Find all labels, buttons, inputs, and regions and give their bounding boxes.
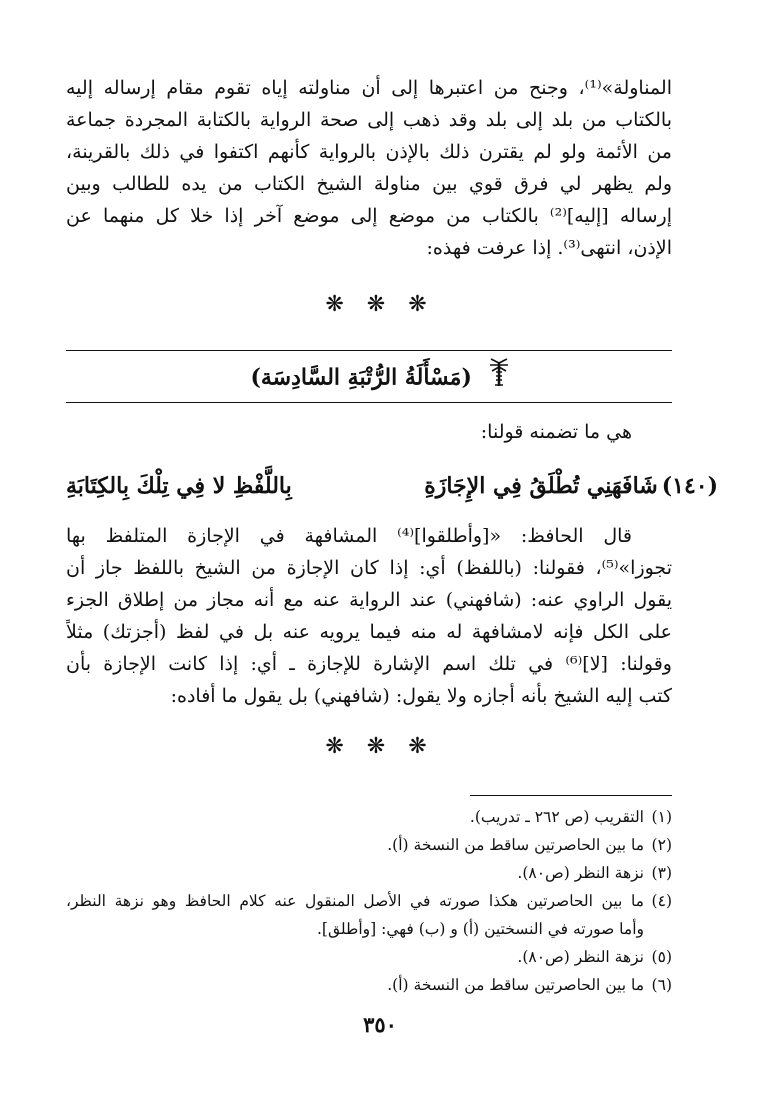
footnote <box>66 971 672 999</box>
text-line: قال الحافظ: «[وأطلقوا]⁽⁴⁾ المشافهة في الإجازة المتلفظ بها <box>66 525 633 547</box>
verse-hemistich-2: بِاللَّفْظِ لا فِي تِلْكَ بِالكِتَابَةِ <box>66 473 292 499</box>
footnote <box>66 887 672 943</box>
section-separator: ❋ ❋ ❋ <box>325 734 435 759</box>
section-heading <box>0 358 760 396</box>
verse-number: (١٤٠) <box>661 473 718 499</box>
verse-hemistich-1: شَافَهَنِي تُطْلَقُ فِي الإِجَازَةِ <box>424 473 658 499</box>
text-line: إرساله [إليه]⁽²⁾ بالكتاب من موضع إلى موضع آخر إذا خلا كل منهما عن <box>66 205 672 227</box>
text-line: المناولة»⁽¹⁾، وجنح من اعتبرها إلى أن مناولته إياه تقوم مقام إرساله إليه <box>66 77 672 99</box>
heading-bottom-rule <box>66 402 672 403</box>
footnote-rule <box>470 795 672 796</box>
section-separator: ❋ ❋ ❋ <box>325 292 435 317</box>
text-line: على الكل فإنه لامشافهة له منه فيما يرويه عنه بل في لفظ (أجزتك) مثلاً <box>66 621 672 643</box>
footnote <box>66 831 672 859</box>
text-line: كتب إليه الشيخ بأنه أجازه ولا يقول: (شافهني) بل يقول ما أفاده: <box>170 685 672 707</box>
section-heading-text: (مَسْأَلَةُ الرُّتْبَةِ السَّادِسَة) <box>250 364 472 391</box>
footnote-number: (٦) <box>651 976 672 994</box>
footnote-text: ما بين الحاصرتين هكذا صورته في الأصل المنقول عنه كلام الحافظ وهو نزهة النظر، <box>66 892 644 910</box>
footnote-number: (١) <box>651 808 672 826</box>
text-line: يقول الراوي عنه: (شافهني) عند الرواية عنه مع أنه مجاز من إطلاق الجزء <box>66 589 672 611</box>
text-line: ولم يظهر لي فرق قوي بين مناولة الشيخ الكتاب من يده للطالب وبين <box>66 173 672 195</box>
footnote-text: نزهة النظر (ص٨٠). <box>517 864 644 882</box>
footnote-text: نزهة النظر (ص٨٠). <box>517 948 644 966</box>
footnote-number: (٢) <box>651 836 672 854</box>
footnote <box>66 803 672 831</box>
paragraph-1 <box>66 72 672 264</box>
text-line: الإذن، انتهى⁽³⁾. إذا عرفت فهذه: <box>426 237 672 259</box>
footnote <box>66 943 672 971</box>
text-line: تجوزا»⁽⁵⁾، فقولنا: (باللفظ) أي: إذا كان الإجازة من الشيخ باللفظ جاز أن <box>66 557 672 579</box>
footnote-number: (٥) <box>651 948 672 966</box>
intro <box>66 416 672 448</box>
paragraph-2 <box>66 520 672 712</box>
footnote-text: ما بين الحاصرتين ساقط من النسخة (أ). <box>387 836 644 854</box>
footnote-text: وأما صورته في النسختين (أ) و (ب) فهي: [وأطلق]. <box>316 920 644 938</box>
text-line: بالكتاب من بلد إلى بلد وقد ذهب إلى صحة الرواية بالكتابة المجردة جماعة <box>66 109 672 131</box>
footnotes <box>66 803 672 999</box>
text-line: وقولنا: [لا]⁽⁶⁾ في تلك اسم الإشارة للإجازة ـ أي: إذا كانت الإجازة بأن <box>66 653 672 675</box>
palm-ornament-icon <box>488 358 510 399</box>
text-line: من الأئمة ولو لم يقترن ذلك بالإذن بالرواية كأنهم اكتفوا في ذلك بالقرينة، <box>66 141 672 163</box>
footnote-number: (٤) <box>651 892 672 910</box>
heading-top-rule <box>66 350 672 351</box>
intro-line: هي ما تضمنه قولنا: <box>480 421 632 443</box>
footnote <box>66 859 672 887</box>
verse-line <box>66 466 718 506</box>
footnote-number: (٣) <box>651 864 672 882</box>
footnote-text: التقريب (ص ٢٦٢ ـ تدريب). <box>469 808 644 826</box>
footnote-text: ما بين الحاصرتين ساقط من النسخة (أ). <box>387 976 644 994</box>
page-number: ٣٥٠ <box>363 1012 397 1037</box>
